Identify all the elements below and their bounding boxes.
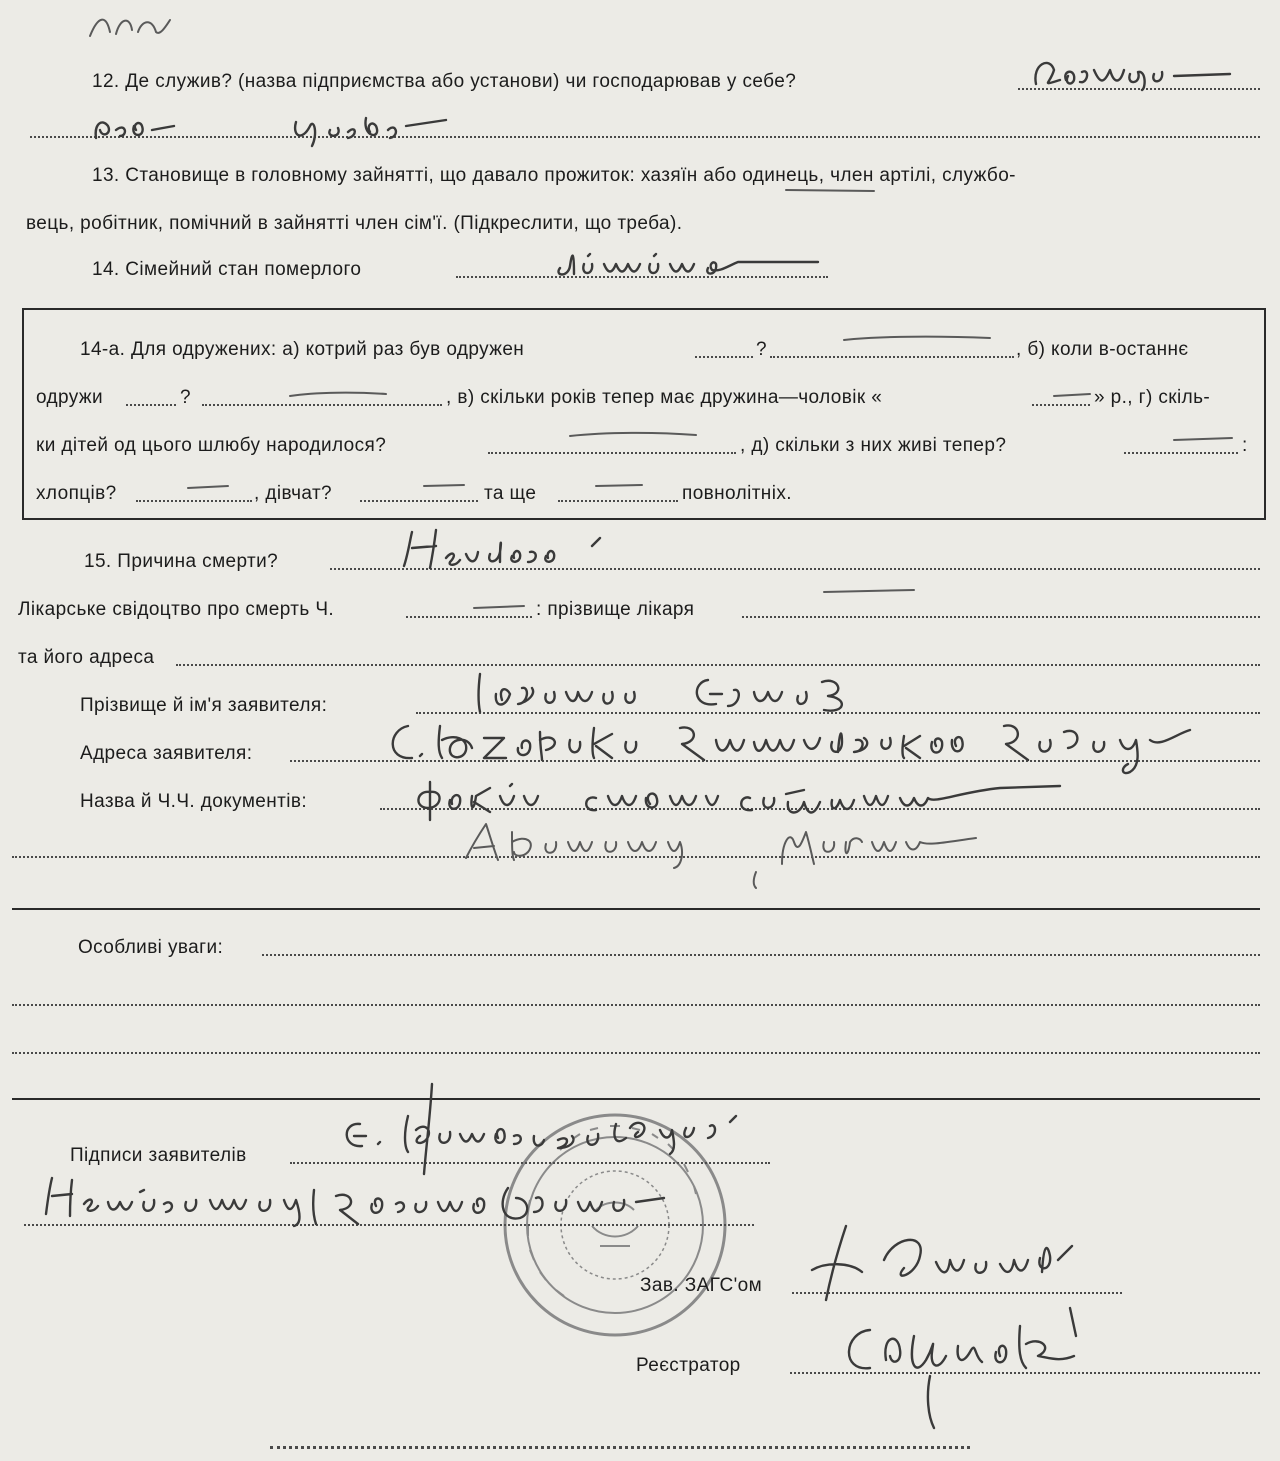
- q14a-text-1b: ?: [756, 339, 767, 360]
- q14a-text-2b: ?: [180, 387, 191, 408]
- q14a-dash-8: [592, 478, 648, 492]
- q14a-fill-1b: [770, 356, 1014, 358]
- q13-text-2: вець, робітник, помічний в зайнятті член сім'ї. (Підкреслити, що треба).: [26, 213, 683, 234]
- notes-fill-1: [262, 954, 1260, 956]
- registrar-signature: [830, 1296, 1130, 1432]
- zags-signature: [796, 1216, 1096, 1306]
- medical-dash-2: [820, 584, 920, 598]
- q14a-text-3c: :: [1242, 435, 1248, 456]
- q14a-row-1: [0, 338, 1280, 362]
- applicant-docs-label: Назва й Ч.Ч. документів:: [80, 791, 308, 812]
- q14a-dash-2: [286, 388, 396, 402]
- applicant-address-label: Адреса заявителя:: [80, 743, 253, 764]
- applicant-name-label: Прізвище й ім'я заявителя:: [80, 695, 328, 716]
- notes-fill-3: [12, 1052, 1260, 1054]
- q14a-text-4b: , дівчат?: [254, 483, 333, 504]
- q14a-text-2a: одружи: [36, 387, 104, 408]
- zags-label: Зав. ЗАГС'ом: [640, 1275, 763, 1296]
- q14-handwriting: [548, 240, 828, 284]
- medical-fill-b: [742, 616, 1260, 618]
- medical-fill-a: [406, 616, 532, 618]
- q12-label: 12. Де служив? (назва підприємства або установи) чи господарював у себе?: [92, 71, 797, 92]
- q14a-fill-3a: [488, 452, 736, 454]
- q14-label: 14. Сімейний стан померлого: [92, 259, 362, 280]
- medical-label-c: та його адреса: [18, 647, 155, 668]
- registrar-label: Реєстратор: [636, 1355, 741, 1376]
- q12-handwriting: [1030, 50, 1270, 94]
- q13-row-2: [0, 212, 1280, 236]
- q14a-text-3a: ки дітей од цього шлюбу народилося?: [36, 435, 387, 456]
- q14a-fill-4c: [558, 500, 678, 502]
- applicant-docs-handwriting-2: [456, 812, 996, 892]
- q14a-text-4d: повнолітніх.: [682, 483, 792, 504]
- q14a-dash-4: [566, 428, 706, 442]
- q14a-text-4c: та ще: [484, 483, 537, 504]
- q14a-fill-1a: [695, 356, 753, 358]
- medical-row: [0, 598, 1280, 622]
- bottom-edge-dots: [270, 1446, 970, 1449]
- notes-label: Особливі уваги:: [78, 937, 224, 958]
- q14a-text-2c: , в) скільки років тепер має дружина—чоловік «: [446, 387, 883, 408]
- q14a-fill-4b: [360, 500, 478, 502]
- q14a-dash-7: [420, 478, 470, 492]
- q14a-text-1a: 14-а. Для одружених: а) котрий раз був одружен: [80, 339, 525, 360]
- signatures-handwriting: [320, 1078, 790, 1178]
- q14a-fill-2c: [1032, 404, 1090, 406]
- q14a-dash-1: [840, 332, 1000, 346]
- q13-underline-mark: [782, 186, 882, 196]
- medical-dash-1: [470, 600, 530, 614]
- signatures-label: Підписи заявителів: [70, 1145, 247, 1166]
- q13-row-1: [0, 164, 1280, 188]
- q14a-fill-3b: [1124, 452, 1238, 454]
- q14a-fill-4a: [136, 500, 252, 502]
- q14a-fill-2b: [202, 404, 442, 406]
- q14a-text-4a: хлопців?: [36, 483, 117, 504]
- notes-fill-2: [12, 1004, 1260, 1006]
- q14a-text-1c: , б) коли в-останнє: [1016, 339, 1189, 360]
- signatures-handwriting-2: [36, 1168, 736, 1232]
- q14a-dash-6: [184, 480, 234, 494]
- notes-row: [0, 936, 1280, 960]
- q12-handwriting-2: [86, 96, 556, 150]
- q15-label: 15. Причина смерти?: [84, 551, 279, 572]
- divider-rule-1: [12, 908, 1260, 910]
- q14a-dash-5: [1170, 432, 1240, 446]
- q14a-fill-2a: [126, 404, 176, 406]
- medical-label-b: : прізвище лікаря: [536, 599, 695, 620]
- medical-label-a: Лікарське свідоцтво про смерть Ч.: [18, 599, 335, 620]
- q14a-dash-3: [1050, 388, 1096, 402]
- pencil-corner-mark: [86, 6, 176, 46]
- q13-text-1: 13. Становище в головному зайнятті, що давало прожиток: хазяїн або одинець, член артілі, службо-: [92, 165, 1016, 186]
- q14a-text-2d: » р., г) скіль-: [1094, 387, 1211, 408]
- q14a-text-3b: , д) скільки з них живі тепер?: [740, 435, 1007, 456]
- q15-handwriting: [396, 526, 656, 572]
